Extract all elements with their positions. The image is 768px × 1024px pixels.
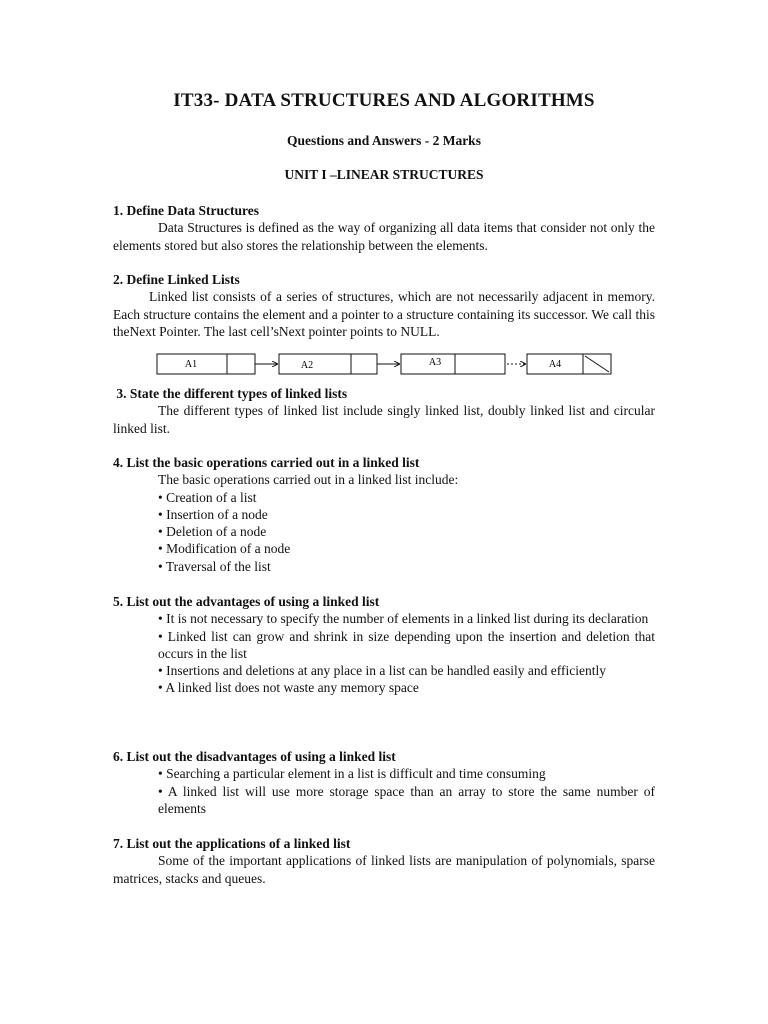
question-3 [113,385,655,437]
disadvantages-list [113,765,655,817]
question-2 [113,271,655,340]
linked-list-diagram [155,352,615,378]
list-node-2-label: A2 [300,360,314,371]
list-item: • Modification of a node [158,541,291,557]
list-item: • Insertion of a node [158,506,268,522]
question-5-heading: 5. List out the advantages of using a linked list [113,594,380,609]
list-item: • Deletion of a node [158,524,267,540]
list-node-1 [157,354,255,374]
question-3-answer: The different types of linked list include singly linked list, doubly linked list and circular linked list. [113,403,655,436]
question-1-heading: 1. Define Data Structures [113,203,259,218]
list-node-4 [527,354,611,374]
list-item: • A linked list will use more storage space than an array to store the same number of elements [158,783,655,816]
unit-heading: UNIT I –LINEAR STRUCTURES [284,167,484,182]
question-5 [113,593,655,697]
question-7 [113,835,655,887]
question-1 [113,202,655,254]
question-2-answer: Linked list consists of a series of structures, which are not necessarily adjacent in memory. Each structure contains the element and a pointer to a structure containing its successor. We call this theNext Pointer. The last cell’sNext pointer points to NULL. [113,289,655,339]
null-pointer-slash [585,356,609,372]
list-item: • Insertions and deletions at any place in a list can be handled easily and efficiently [158,663,606,679]
question-4 [113,454,655,575]
list-item: • Traversal of the list [158,558,271,574]
question-6-heading: 6. List out the disadvantages of using a linked list [113,749,396,764]
list-item: • A linked list does not waste any memory space [158,680,419,696]
list-node-3 [401,354,505,374]
operations-list [113,471,655,575]
question-7-heading: 7. List out the applications of a linked list [113,836,351,851]
list-item: • It is not necessary to specify the number of elements in a linked list during its declaration [158,611,649,627]
list-node-1-label: A1 [184,359,198,370]
advantages-list [113,610,655,696]
list-node-4-label: A4 [548,359,562,370]
list-item: The basic operations carried out in a linked list include: [158,472,459,488]
list-item: • Creation of a list [158,489,257,505]
question-4-heading: 4. List the basic operations carried out in a linked list [113,455,420,470]
question-7-answer: Some of the important applications of linked lists are manipulation of polynomials, sparse matrices, stacks and queues. [113,853,655,886]
list-item: • Linked list can grow and shrink in size depending upon the insertion and deletion that occurs in the list [158,628,655,661]
document-subtitle: Questions and Answers - 2 Marks [287,133,481,148]
document-title: IT33- DATA STRUCTURES AND ALGORITHMS [173,90,595,111]
question-3-heading: 3. State the different types of linked lists [113,386,348,401]
list-node-3-label: A3 [428,357,442,368]
question-2-heading: 2. Define Linked Lists [113,272,240,287]
question-6 [113,748,655,817]
list-node-2 [279,354,377,374]
question-1-answer: Data Structures is defined as the way of organizing all data items that consider not only the elements stored but also stores the relationship between the elements. [113,220,655,253]
list-item: • Searching a particular element in a list is difficult and time consuming [158,766,546,782]
